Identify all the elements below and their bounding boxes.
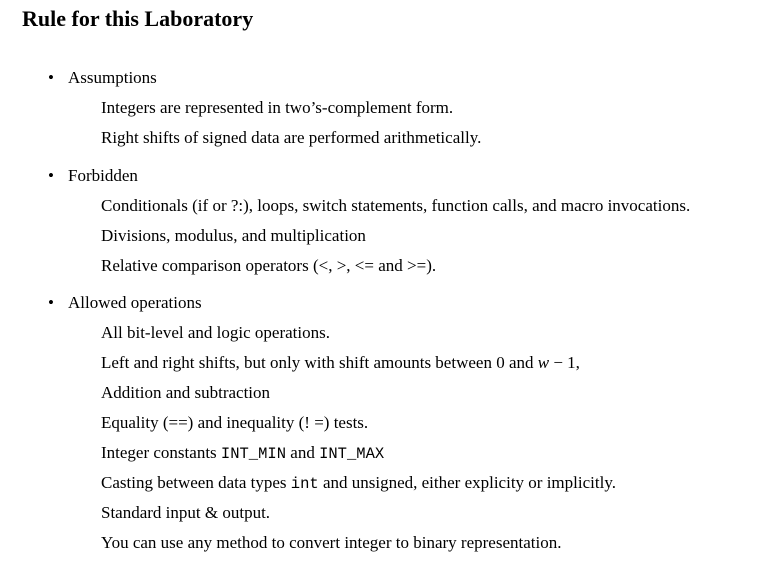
code-constant: INT_MAX: [319, 445, 385, 463]
math-variable: w: [537, 353, 550, 372]
list-item: Conditionals (if or ?:), loops, switch statements, function calls, and macro invocations.: [101, 196, 691, 215]
list-item: Equality (==) and inequality (! =) tests.: [101, 413, 369, 432]
list-item-text: Left and right shifts, but only with shift amounts between 0 and: [101, 353, 538, 372]
code-constant: INT_MIN: [220, 445, 287, 463]
list-item: You can use any method to convert integer to binary representation.: [101, 533, 562, 552]
section-heading-assumptions: Assumptions: [68, 68, 157, 87]
list-item: Addition and subtraction: [101, 383, 271, 402]
bullet-icon: •: [48, 68, 54, 87]
code-keyword: int: [290, 475, 319, 493]
list-item: [101, 472, 616, 494]
bullet-icon: •: [48, 293, 54, 312]
list-item: Integers are represented in two’s-complement form.: [101, 98, 454, 117]
bullet-icon: •: [48, 166, 54, 185]
list-item: Relative comparison operators (<, >, <= and >=).: [101, 256, 437, 275]
list-item-text: and: [286, 443, 320, 462]
list-item-text: Integer constants: [101, 443, 221, 462]
section-heading-allowed-operations: Allowed operations: [68, 293, 202, 312]
list-item-text: − 1,: [549, 353, 580, 372]
list-item: Divisions, modulus, and multiplication: [101, 226, 366, 245]
page-title: Rule for this Laboratory: [22, 6, 254, 31]
list-item: [101, 442, 384, 464]
list-item-text: Casting between data types: [101, 473, 291, 492]
list-item: [101, 352, 580, 374]
list-item: Standard input & output.: [101, 503, 271, 522]
section-heading-forbidden: Forbidden: [68, 166, 138, 185]
list-item: All bit-level and logic operations.: [101, 323, 330, 342]
list-item: Right shifts of signed data are performed arithmetically.: [101, 128, 482, 147]
list-item-text: and unsigned, either explicity or implicitly.: [318, 473, 616, 492]
